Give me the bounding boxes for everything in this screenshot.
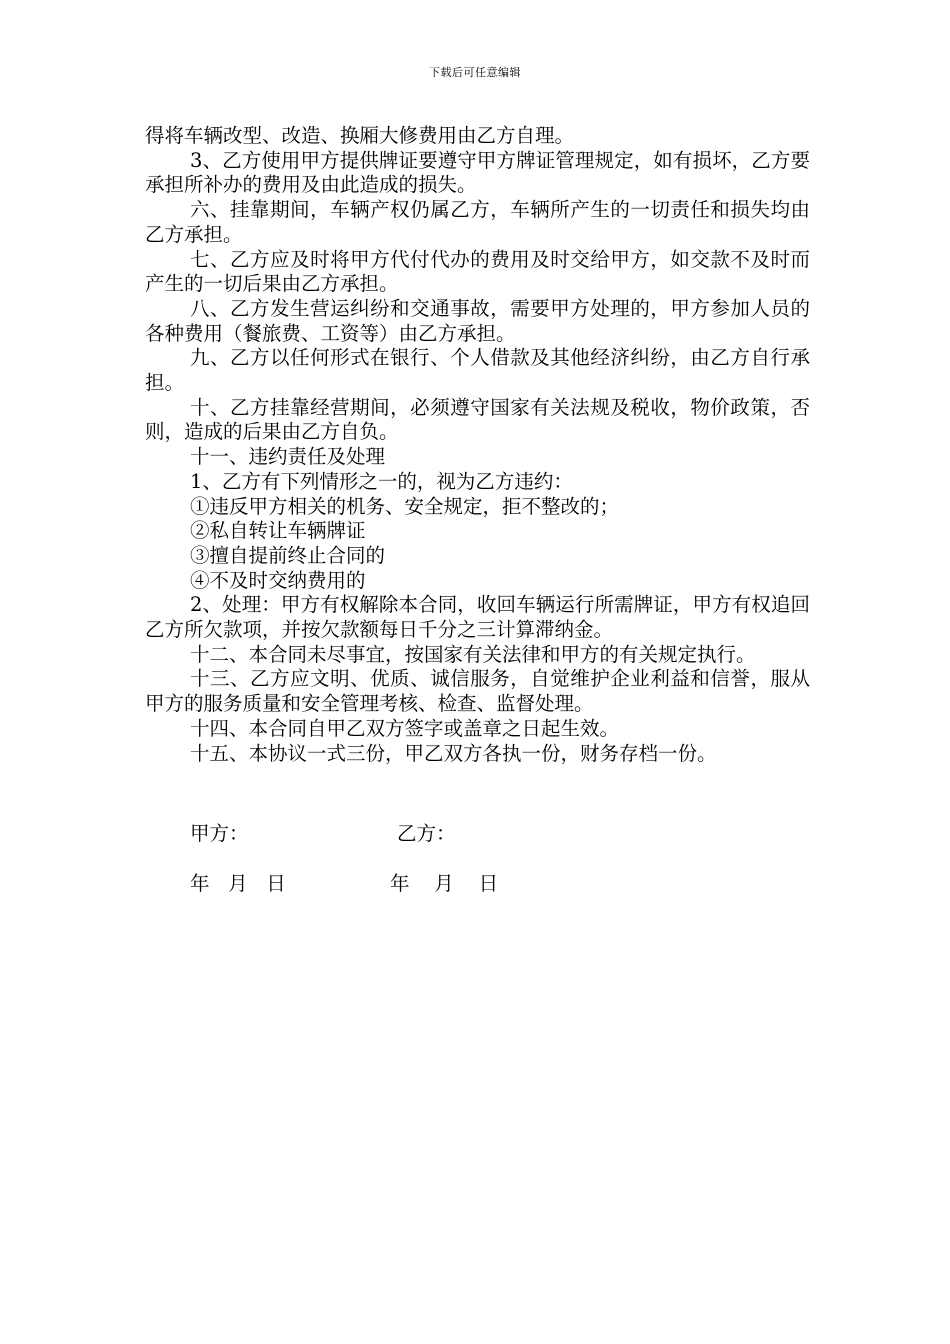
paragraph-clause-9: 九、乙方以任何形式在银行、个人借款及其他经济纠纷，由乙方自行承担。	[145, 346, 810, 395]
paragraph-violation-item-4: ④不及时交纳费用的	[190, 568, 366, 592]
paragraph-clause-11-1: 1、乙方有下列情形之一的，视为乙方违约：	[190, 469, 573, 493]
party-b-label: 乙方：	[397, 822, 456, 845]
paragraph-continuation: 得将车辆改型、改造、换厢大修费用由乙方自理。	[145, 124, 575, 147]
paragraph-violation-item-1: ①违反甲方相关的机务、安全规定，拒不整改的；	[190, 494, 620, 518]
party-b-date: 年 月 日	[390, 872, 499, 895]
paragraph-clause-8: 八、乙方发生营运纠纷和交通事故，需要甲方处理的，甲方参加人员的各种费用（餐旅费、工资等）由乙方承担。	[145, 296, 810, 345]
paragraph-violation-item-2: ②私自转让车辆牌证	[190, 519, 366, 543]
paragraph-clause-11-2: 2、处理：甲方有权解除本合同，收回车辆运行所需牌证，甲方有权追回乙方所欠款项，并按欠款额每日千分之三计算滞纳金。	[145, 593, 810, 642]
paragraph-clause-6: 六、挂靠期间，车辆产权仍属乙方，车辆所产生的一切责任和损失均由乙方承担。	[145, 198, 810, 246]
paragraph-clause-13: 十三、乙方应文明、优质、诚信服务，自觉维护企业利益和信誉，服从甲方的服务质量和安全管理考核、检查、监督处理。	[145, 667, 810, 716]
paragraph-clause-10: 十、乙方挂靠经营期间，必须遵守国家有关法规及税收，物价政策，否则，造成的后果由乙方自负。	[145, 395, 810, 444]
paragraph-clause-5-3: 3、乙方使用甲方提供牌证要遵守甲方牌证管理规定，如有损坏，乙方要承担所补办的费用及由此造成的损失。	[145, 148, 810, 197]
paragraph-violation-item-3: ③擅自提前终止合同的	[190, 543, 386, 567]
page-header: 下载后可任意编辑	[429, 66, 521, 79]
paragraph-clause-15: 十五、本协议一式三份，甲乙双方各执一份，财务存档一份。	[190, 741, 717, 765]
paragraph-clause-14: 十四、本合同自甲乙双方签字或盖章之日起生效。	[190, 716, 620, 740]
contract-body	[145, 124, 810, 766]
paragraph-clause-12: 十二、本合同未尽事宜，按国家有关法律和甲方的有关规定执行。	[190, 642, 756, 666]
party-a-date: 年 月 日	[190, 872, 286, 895]
paragraph-clause-11-heading: 十一、违约责任及处理	[190, 445, 386, 469]
paragraph-clause-7: 七、乙方应及时将甲方代付代办的费用及时交给甲方，如交款不及时而产生的一切后果由乙方承担。	[145, 247, 810, 296]
party-a-label: 甲方：	[190, 822, 249, 845]
